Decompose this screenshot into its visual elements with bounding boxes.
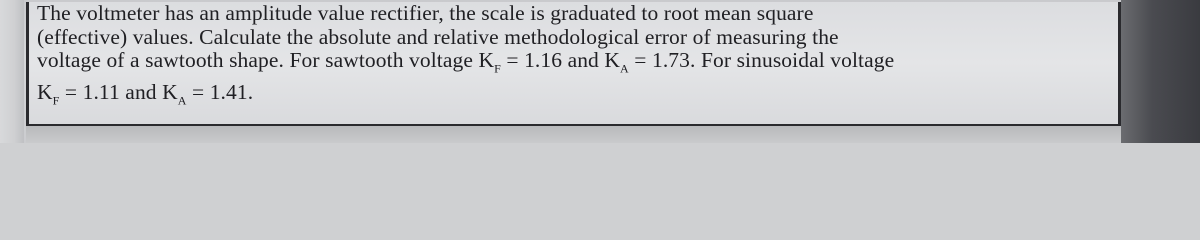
line4-text-a: = 1.11 and K	[59, 79, 178, 104]
line3-text-c: = 1.73. For sinusoidal voltage	[628, 48, 895, 72]
problem-statement	[37, 2, 1112, 113]
line4-k-f: K	[37, 79, 53, 104]
problem-line-3	[37, 49, 1112, 81]
line4-text-b: = 1.41.	[186, 79, 254, 104]
problem-line-2: (effective) values. Calculate the absolute and relative methodological error of measuring the	[37, 24, 839, 49]
line3-text-a: voltage of a sawtooth shape. For sawtooth voltage K	[37, 48, 495, 72]
subscript-a-2: A	[177, 93, 187, 108]
right-dark-edge	[1121, 0, 1200, 143]
problem-line-4	[37, 81, 1112, 113]
subscript-f: F	[494, 61, 501, 76]
subscript-f-2: F	[52, 93, 60, 108]
left-margin	[0, 0, 24, 143]
problem-line-1: The voltmeter has an amplitude value rectifier, the scale is graduated to root mean square	[37, 1, 814, 25]
bottom-shadow-strip	[26, 126, 1121, 143]
line3-text-b: = 1.16 and K	[500, 48, 621, 72]
problem-text-box	[26, 2, 1121, 126]
subscript-a: A	[620, 61, 629, 76]
